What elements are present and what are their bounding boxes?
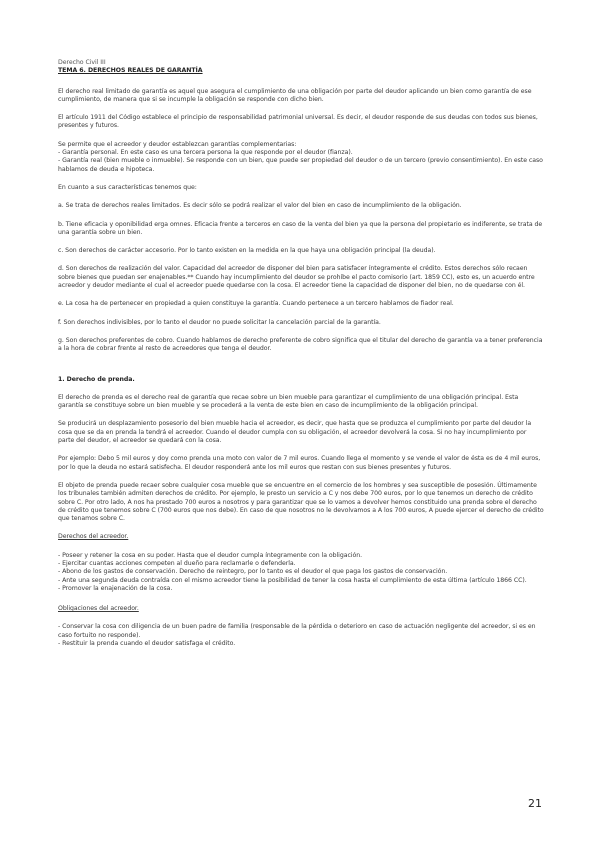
guarantees-lead: Se permite que el acreedor y deudor establezcan garantías complementarias: (58, 140, 297, 148)
characteristic-item: d. Son derechos de realización del valor. Capacidad del acreedor de disponer del bien para satisfacer íntegramente el crédito. Estos derechos sólo recaen sobre bienes que puedan ser enajenables.** Cuando hay incumplimiento del deudor se prohíbe el pacto comisorio (art. 1859 CC), esto es, un acuerdo entre acreedor y deudor mediante el cual el acreedor puede quedarse con la cosa. El acreedor tiene la capacidad de disponer del bien, no de quedarse con él. (58, 265, 535, 290)
page-title: TEMA 6. DERECHOS REALES DE GARANTÍA (58, 67, 203, 75)
characteristic-item: a. Se trata de derechos reales limitados. Es decir sólo se podrá realizar el valor del bien en caso de incumplimiento de la obligación. (58, 202, 462, 210)
characteristics-lead: En cuanto a sus características tenemos que: (58, 183, 197, 191)
creditor-obligations-heading: Obligaciones del acreedor. (58, 605, 139, 613)
creditor-right-item: - Promover la enajenación de la cosa. (58, 584, 173, 592)
characteristic-item: g. Son derechos preferentes de cobro. Cuando hablamos de derecho preferente de cobro significa que el titular del derecho de garantía va a tener preferencia a la hora de cobrar frente al resto de acreedores que tenga el deudor. (58, 336, 543, 353)
creditor-rights-heading: Derechos del acreedor. (58, 533, 129, 541)
creditor-obligation-item: - Restituir la prenda cuando el deudor satisfaga el crédito. (58, 640, 236, 648)
intro-paragraph: El derecho real limitado de garantía es aquel que asegura el cumplimiento de una obligación por parte del deudor aplicando un bien como garantía de ese cumplimiento, de manera que si se incumple la obligación se responde con dicho bien. (58, 87, 532, 103)
creditor-right-item: - Ante una segunda deuda contraída con el mismo acreedor tiene la posibilidad de tener la cosa hasta el cumplimiento de esta última (artículo 1866 CC). (58, 576, 527, 584)
intro-paragraph: El artículo 1911 del Código establece el principio de responsabilidad patrimonial universal. Es decir, el deudor responde de sus deudas con todos sus bienes, presentes y futuros. (58, 114, 538, 130)
course-name: Derecho Civil III (58, 59, 106, 66)
guarantee-item: - Garantía real (bien mueble o inmueble). Se responde con un bien, que puede ser propiedad del deudor o de un tercero (previo consentimiento). En este caso hablamos de deuda e hipoteca. (58, 157, 543, 173)
section-title: 1. Derecho de prenda. (58, 375, 135, 383)
prenda-paragraph: El derecho de prenda es el derecho real de garantía que recae sobre un bien mueble para garantizar el cumplimiento de una obligación principal. Esta garantía se constituye sobre un bien mueble y se procederá a la venta de este bien en caso de incumplimiento de la obligación principal. (58, 393, 519, 410)
page-content (58, 59, 544, 648)
characteristic-item: e. La cosa ha de pertenecer en propiedad a quien constituye la garantía. Cuando pertenece a un tercero hablamos de fiador real. (58, 300, 454, 308)
characteristic-item: c. Son derechos de carácter accesorio. Por lo tanto existen en la medida en la que haya una obligación principal (la deuda). (58, 247, 436, 255)
creditor-obligation-item: - Conservar la cosa con diligencia de un buen padre de familia (responsable de la pérdida o deterioro en caso de actuación negligente del acreedor, si es en caso fortuito no responde). (58, 623, 536, 639)
creditor-right-item: - Poseer y retener la cosa en su poder. Hasta que el deudor cumpla íntegramente con la obligación. (58, 551, 362, 559)
creditor-right-item: - Ejercitar cuantas acciones competen al dueño para reclamarle o defenderla. (58, 559, 296, 567)
guarantee-item: - Garantía personal. En este caso es una tercera persona la que responde por el deudor (fianza). (58, 149, 353, 157)
characteristic-item: f. Son derechos indivisibles, por lo tanto el deudor no puede solicitar la cancelación parcial de la garantía. (58, 318, 381, 326)
prenda-paragraph: Se producirá un desplazamiento posesorio del bien mueble hacia el acreedor, es decir, que hasta que se produzca el cumplimiento por parte del deudor la cosa que se da en prenda la tendrá el acreedor. Cuando el deudor cumpla con su obligación, el acreedor devolverá la cosa. Si no hay incumplimiento por parte del deudor, el acreedor se quedará con la cosa. (58, 420, 532, 445)
characteristic-item: b. Tiene eficacia y oponibilidad erga omnes. Eficacia frente a terceros en caso de la venta del bien ya que la persona del propietario es indiferente, se trata de una garantía sobre un bien. (58, 220, 543, 236)
page-number: 21 (528, 797, 542, 810)
creditor-right-item: - Abono de los gastos de conservación. Derecho de reintegro, por lo tanto es el deudor el que paga los gastos de conservación. (58, 568, 448, 576)
prenda-paragraph: El objeto de prenda puede recaer sobre cualquier cosa mueble que se encuentre en el comercio de los hombres y sea susceptible de posesión. Últimamente los tribunales también admiten derechos de crédito. Por ejemplo, le presto un servicio a C y nos debe 700 euros, por lo que tenemos un derecho de crédito sobre C. Por otro lado, A nos ha prestado 700 euros a nosotros y para garantizar que se lo vamos a devolver hemos constituido una prenda sobre el derecho de crédito que tenemos sobre C (700 euros que nos debe). En caso de que nosotros no le devolvamos a A los 700 euros, A puede ejercer el derecho de crédito que tenamos sobre C. (58, 481, 544, 523)
prenda-example: Por ejemplo: Debo 5 mil euros y doy como prenda una moto con valor de 7 mil euros. Cuando llega el momento y se vende el valor de ésta es de 4 mil euros, por lo que la deuda no estará satisfecha. El deudor responderá ante los mil euros que restan con sus bienes presentes y futuros. (58, 455, 541, 471)
